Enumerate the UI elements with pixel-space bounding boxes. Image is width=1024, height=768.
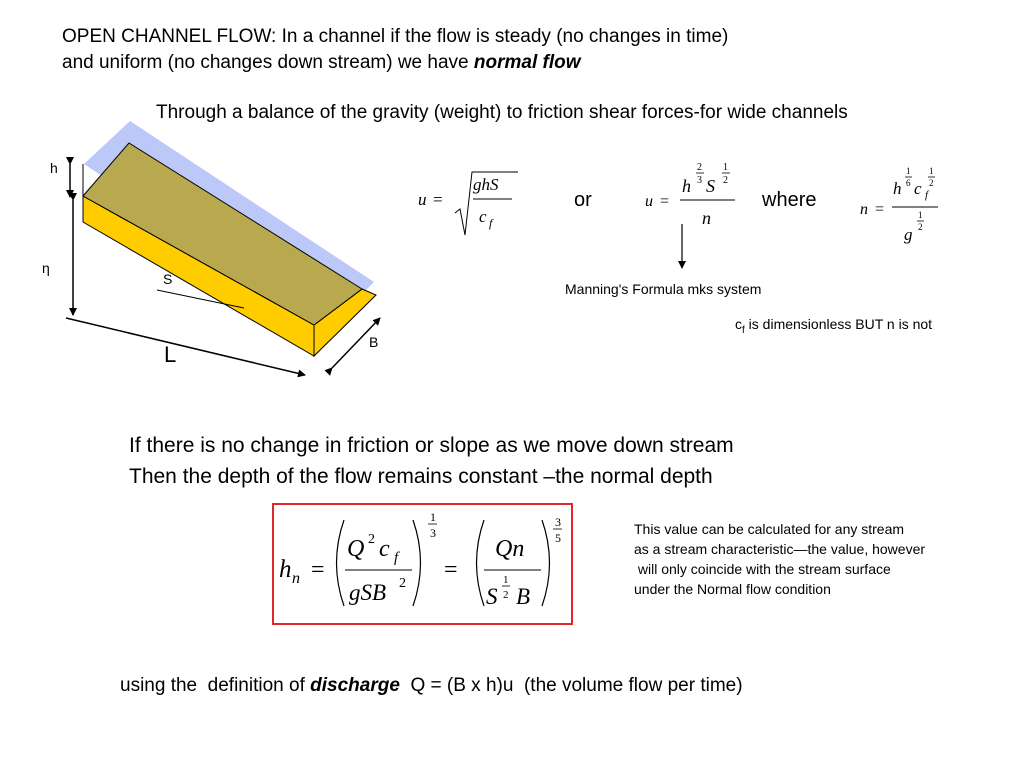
side-note-line-1: This value can be calculated for any stream	[634, 521, 905, 537]
eq3-h-exp-den: 6	[906, 178, 911, 188]
bottom-prefix: using the definition of	[120, 675, 311, 696]
hn-sub: n	[292, 570, 300, 587]
title-line-2-text: and uniform (no changes down stream) we have	[62, 52, 474, 73]
eq3-c-exp-num: 1	[929, 166, 934, 176]
normal-flow-emphasis: normal flow	[473, 52, 581, 73]
normal-depth-paragraph	[129, 430, 734, 492]
eq3-g-exp-num: 1	[918, 210, 923, 220]
subtitle: Through a balance of the gravity (weight) to friction shear forces-for wide channels	[156, 102, 848, 123]
discharge-definition	[120, 675, 743, 697]
eq3-h: h	[893, 179, 902, 198]
cf-note-text: is dimensionless BUT n is not	[744, 316, 933, 332]
eq2-S-exp-den: 2	[723, 175, 728, 186]
eq3-h-exp-num: 1	[906, 166, 911, 176]
hn-num1-sub: f	[394, 550, 399, 566]
hn-den2-exp-den: 2	[503, 589, 509, 601]
equation-velocity-cf	[418, 172, 518, 235]
paragraph-line-1: If there is no change in friction or slope as we move down stream	[129, 434, 734, 457]
equation-n	[860, 166, 938, 244]
eq3-equals: =	[875, 201, 885, 218]
discharge-emphasis: discharge	[310, 675, 400, 696]
eq1-den-sub: f	[489, 216, 493, 230]
eq3-c-sub: f	[925, 189, 929, 201]
paragraph-line-2: Then the depth of the flow remains constant –the normal depth	[129, 465, 713, 488]
side-note-line-2: as a stream characteristic—the value, however	[634, 541, 926, 557]
eq1-u: u	[418, 190, 427, 209]
or-text: or	[574, 189, 592, 211]
eq2-h-exp-den: 3	[697, 175, 702, 186]
hn-den2-exp-num: 1	[503, 574, 509, 586]
eq3-g: g	[904, 225, 913, 244]
eq2-h-exp-num: 2	[697, 162, 702, 173]
hn-eq1: =	[311, 557, 325, 583]
label-width: B	[369, 334, 379, 350]
cf-note	[735, 316, 932, 336]
eq3-g-exp-den: 2	[918, 222, 923, 232]
eq2-S: S	[706, 176, 715, 196]
label-slope: S	[163, 271, 173, 287]
hn-num1-exp: 2	[368, 532, 375, 547]
label-length: L	[164, 342, 177, 367]
hn-exp1-den: 3	[430, 526, 436, 540]
cf-note-c: c	[735, 316, 742, 332]
hn-h: h	[279, 556, 292, 583]
cf-note-sub: f	[742, 324, 745, 336]
hn-eq2: =	[444, 557, 458, 583]
side-note-line-4: under the Normal flow condition	[634, 581, 831, 597]
hn-den2-S: S	[486, 584, 498, 609]
hn-den1-exp: 2	[399, 576, 406, 591]
equation-manning	[645, 162, 735, 228]
title-line-1: OPEN CHANNEL FLOW: In a channel if the flow is steady (no changes in time)	[62, 26, 729, 47]
where-text: where	[762, 189, 817, 211]
eq2-S-exp-num: 1	[723, 162, 728, 173]
hn-exp2-num: 3	[555, 515, 561, 529]
eq1-den-c: c	[479, 207, 487, 226]
hn-exp2-den: 5	[555, 531, 561, 545]
label-h: h	[50, 160, 58, 176]
hn-exp1-num: 1	[430, 510, 436, 524]
eq2-u: u	[645, 193, 653, 210]
normal-depth-box	[272, 503, 573, 625]
eq1-equals: =	[433, 190, 443, 209]
side-note	[634, 519, 925, 599]
eq3-n: n	[860, 201, 868, 218]
eq3-c-exp-den: 2	[929, 178, 934, 188]
hn-num1-c: c	[379, 536, 390, 562]
side-note-line-3: will only coincide with the stream surface	[634, 561, 891, 577]
eq3-c: c	[914, 179, 922, 198]
hn-num1-Q: Q	[347, 536, 365, 562]
eq2-h: h	[682, 176, 691, 196]
eq2-n: n	[702, 208, 711, 228]
eq1-numerator: ghS	[473, 175, 499, 194]
bottom-suffix: Q = (B x h)u (the volume flow per time)	[399, 675, 743, 696]
label-eta: η	[42, 260, 50, 276]
hn-num2: Qn	[495, 536, 525, 562]
manning-label: Manning's Formula mks system	[565, 281, 762, 297]
hn-den1: gSB	[349, 580, 387, 605]
eq2-equals: =	[660, 193, 670, 210]
hn-den2-B: B	[516, 584, 531, 609]
